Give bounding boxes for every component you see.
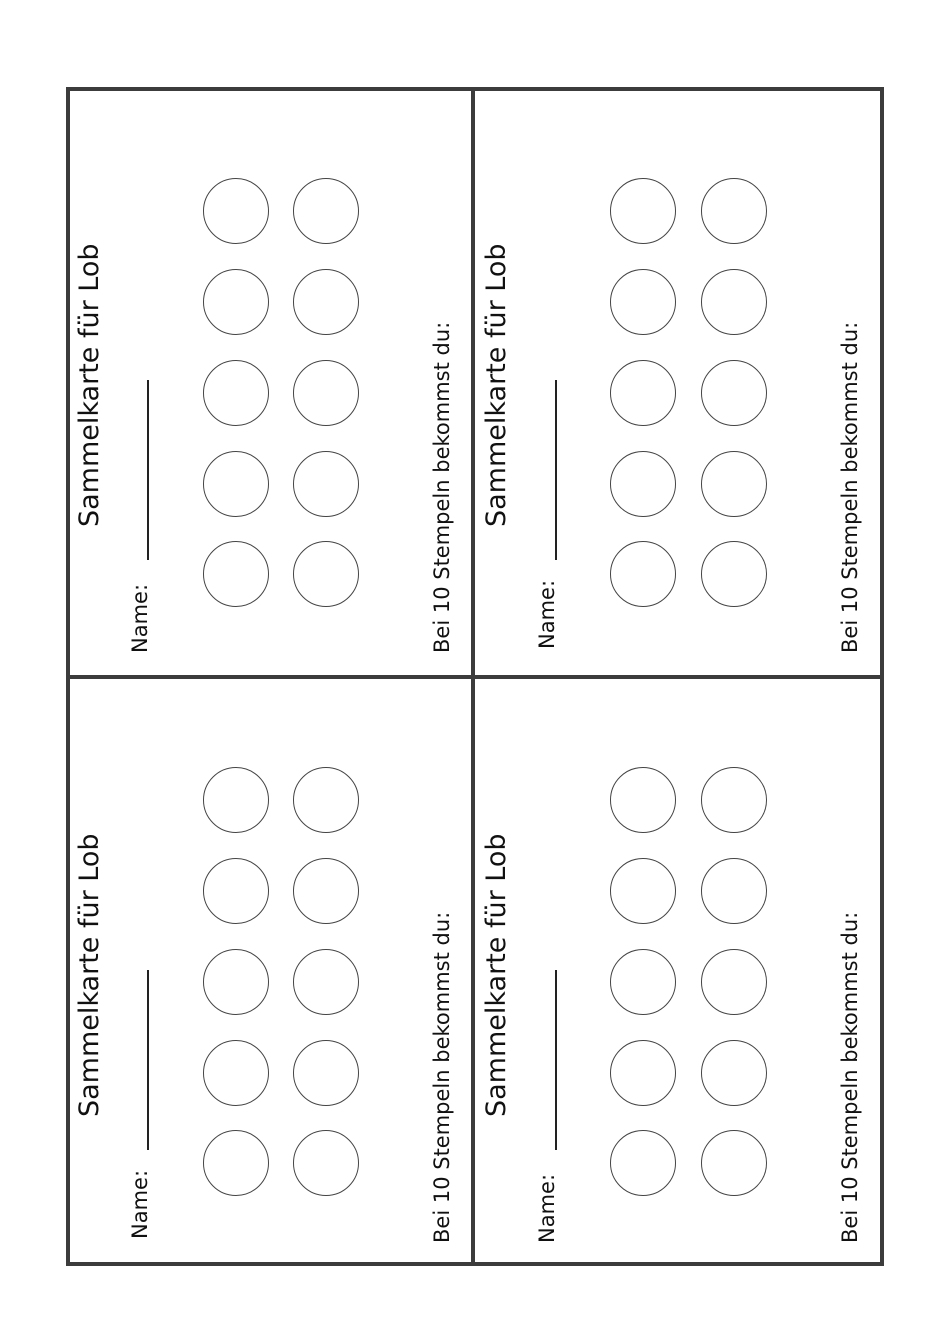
name-write-line[interactable] [147,380,149,560]
stamp-circle[interactable] [701,178,767,244]
name-write-line[interactable] [555,380,557,560]
stamp-circle[interactable] [203,451,269,517]
stamp-card-top-right [475,87,883,675]
stamp-circle[interactable] [203,1130,269,1196]
stamp-circle[interactable] [701,1130,767,1196]
stamp-circle[interactable] [610,541,676,607]
card-title: Sammelkarte für Lob [74,833,105,1117]
stamp-circle[interactable] [610,949,676,1015]
stamp-circle[interactable] [701,541,767,607]
stamp-circle[interactable] [293,858,359,924]
stamp-circle[interactable] [701,767,767,833]
name-label: Name: [535,1173,559,1243]
stamp-card-top-left [66,87,474,675]
stamp-circle[interactable] [610,451,676,517]
stamp-circle[interactable] [293,767,359,833]
stamp-circle[interactable] [203,858,269,924]
stamp-circle[interactable] [293,178,359,244]
stamp-circle[interactable] [203,1040,269,1106]
stamp-circle[interactable] [610,269,676,335]
stamp-circle[interactable] [203,269,269,335]
stamp-circle[interactable] [701,858,767,924]
stamp-circle[interactable] [293,451,359,517]
stamp-circle[interactable] [203,541,269,607]
reward-text: Bei 10 Stempeln bekommst du: [430,911,454,1243]
name-write-line[interactable] [147,970,149,1150]
stamp-circle[interactable] [203,178,269,244]
stamp-card-bottom-right [475,679,883,1267]
stamp-circle[interactable] [293,541,359,607]
card-title: Sammelkarte für Lob [74,243,105,527]
stamp-circle[interactable] [610,360,676,426]
stamp-circle[interactable] [701,1040,767,1106]
reward-text: Bei 10 Stempeln bekommst du: [838,911,862,1243]
stamp-circle[interactable] [293,360,359,426]
name-label: Name: [128,583,152,653]
stamp-circle[interactable] [293,949,359,1015]
stamp-circle[interactable] [701,451,767,517]
stamp-circle[interactable] [610,1040,676,1106]
stamp-circle[interactable] [701,360,767,426]
stamp-circle[interactable] [293,1130,359,1196]
card-title: Sammelkarte für Lob [481,243,512,527]
stamp-circle[interactable] [203,767,269,833]
stamp-circle[interactable] [610,178,676,244]
stamp-circle[interactable] [610,1130,676,1196]
stamp-circle[interactable] [293,1040,359,1106]
name-label: Name: [535,579,559,649]
stamp-circle[interactable] [203,360,269,426]
name-write-line[interactable] [555,970,557,1150]
name-label: Name: [128,1169,152,1239]
stamp-circle[interactable] [293,269,359,335]
stamp-circle[interactable] [701,949,767,1015]
stamp-circle[interactable] [203,949,269,1015]
stamp-card-bottom-left [66,679,474,1267]
stamp-circle[interactable] [610,767,676,833]
reward-text: Bei 10 Stempeln bekommst du: [838,321,862,653]
reward-text: Bei 10 Stempeln bekommst du: [430,321,454,653]
card-title: Sammelkarte für Lob [481,833,512,1117]
stamp-circle[interactable] [701,269,767,335]
stamp-circle[interactable] [610,858,676,924]
